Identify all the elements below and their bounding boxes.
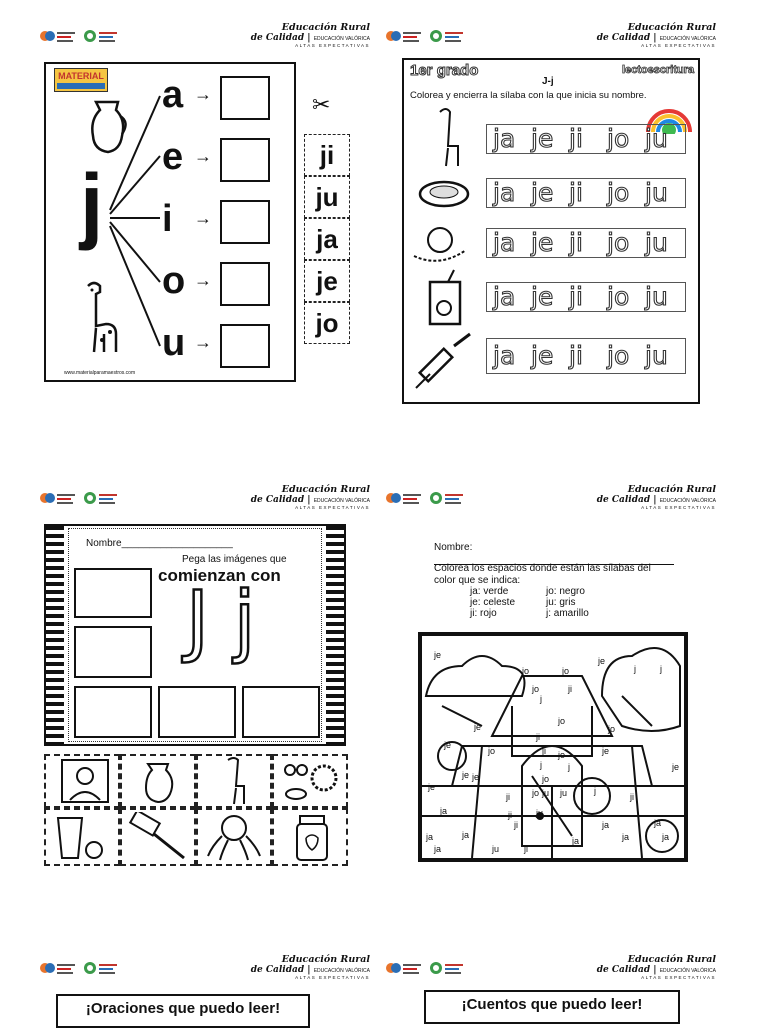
brand-text: Educación Rural de Calidad | EDUCACIÓN VALÓRICA ALTAS EXPECTATIVAS [596, 484, 716, 510]
arrow-icon: → [194, 270, 212, 290]
answer-box [220, 138, 270, 182]
vowel-letter: i [162, 198, 173, 240]
instruction: Colorea y encierra la sílaba con la que inicia su nombre. [410, 90, 647, 101]
school-logos [386, 490, 486, 506]
brand-text: Educación Rural de Calidad | EDUCACIÓN VALÓRICA ALTAS EXPECTATIVAS [250, 22, 370, 48]
mosaic-syllable[interactable]: ja [662, 832, 670, 842]
syllable-option[interactable]: ja [493, 282, 516, 311]
mosaic-syllable[interactable]: je [472, 772, 480, 782]
brand-text: Educación Rural de Calidad | EDUCACIÓN VALÓRICA ALTAS EXPECTATIVAS [250, 484, 370, 510]
syllable-option[interactable]: je [531, 178, 554, 207]
mosaic-syllable[interactable]: j [634, 664, 636, 674]
syllable-option[interactable]: ji [569, 282, 583, 311]
mosaic-syllable[interactable]: jo [608, 724, 616, 734]
syllable-option[interactable]: ju [645, 341, 668, 370]
syllable-option[interactable]: ja [493, 124, 516, 153]
name-label: Nombre____________________ [86, 538, 233, 549]
answer-box [220, 262, 270, 306]
syllable-option[interactable]: ju [645, 178, 668, 207]
answer-box [220, 324, 270, 368]
letter-label: J-j [542, 76, 554, 87]
school-logos [40, 28, 140, 44]
school-logos [40, 960, 140, 976]
arrow-icon: → [194, 332, 212, 352]
stories-title: ¡Cuentos que puedo leer! [424, 990, 680, 1024]
arrow-icon: → [194, 146, 212, 166]
syllable-row [486, 178, 686, 208]
paste-box [74, 686, 152, 738]
syllable-row [486, 228, 686, 258]
mosaic-syllable[interactable]: j [540, 694, 542, 704]
page-header [40, 22, 370, 66]
mosaic-syllable[interactable]: ja [440, 806, 448, 816]
paste-box [74, 626, 152, 678]
syllable-row [486, 124, 686, 154]
page-header [40, 954, 370, 998]
brand-text: Educación Rural de Calidad | EDUCACIÓN VALÓRICA ALTAS EXPECTATIVAS [596, 22, 716, 48]
brand-text: Educación Rural de Calidad | EDUCACIÓN VALÓRICA ALTAS EXPECTATIVAS [596, 954, 716, 980]
website-text: www.materialparamaestros.com [64, 370, 136, 376]
mosaic-syllable[interactable]: j [660, 664, 662, 674]
paste-box [242, 686, 320, 738]
paste-box [158, 686, 236, 738]
glass-icon [52, 814, 112, 862]
syringe-icon [412, 332, 476, 392]
mosaic-syllable[interactable]: ji [514, 820, 518, 830]
syllable-option[interactable]: jo [607, 228, 630, 257]
legend-item: je: celeste [470, 597, 516, 608]
answer-box [220, 76, 270, 120]
mosaic-lines [422, 636, 684, 858]
color-mosaic [418, 632, 688, 862]
mosaic-syllable[interactable]: ji [568, 684, 572, 694]
arrow-icon: → [194, 208, 212, 228]
legend-item: ji: rojo [470, 608, 497, 619]
syllable-option[interactable]: ji [569, 178, 583, 207]
mosaic-syllable[interactable]: ju [560, 788, 568, 798]
page-header [40, 484, 370, 528]
mosaic-syllable[interactable]: je [602, 746, 610, 756]
mosaic-syllable[interactable]: ja [622, 832, 630, 842]
material-logo: MATERIAL [54, 68, 108, 92]
mosaic-syllable[interactable]: j [594, 786, 596, 796]
giraffe-cell-icon [220, 756, 250, 806]
mosaic-syllable[interactable]: jo [558, 750, 566, 760]
mosaic-syllable[interactable]: ja [602, 820, 610, 830]
mosaic-syllable[interactable]: j [568, 762, 570, 772]
left-film-border [46, 526, 64, 744]
cutout-syllable: je [304, 260, 350, 302]
syllable-option[interactable]: ja [493, 341, 516, 370]
instruction-2: Colorea los espacios donde están las sílabas del color que se indica: [434, 563, 651, 586]
mosaic-syllable[interactable]: ji [536, 732, 540, 742]
legend-item: ju: gris [546, 597, 576, 608]
jewel-icon [410, 220, 470, 264]
syllable-option[interactable]: je [531, 282, 554, 311]
cutout-syllable: ja [304, 218, 350, 260]
mosaic-syllable[interactable]: ji [506, 792, 510, 802]
mosaic-syllable[interactable]: jo [532, 684, 540, 694]
ring-icon [416, 176, 472, 212]
cutout-syllable: ju [304, 176, 350, 218]
mosaic-syllable[interactable]: ja [434, 844, 442, 854]
syllable-option[interactable]: ju [645, 228, 668, 257]
syllable-option[interactable]: ju [645, 124, 668, 153]
syllable-option[interactable]: jo [607, 341, 630, 370]
mosaic-syllable[interactable]: je [428, 782, 436, 792]
mosaic-syllable[interactable]: ja [572, 836, 580, 846]
school-logos [386, 960, 486, 976]
mosaic-syllable[interactable]: ju [492, 844, 500, 854]
syllable-row [486, 338, 686, 374]
tag-label: lectoescritura [622, 64, 695, 76]
mosaic-syllable[interactable]: je [598, 656, 606, 666]
mosaic-syllable[interactable]: j [540, 760, 542, 770]
mosaic-syllable[interactable]: ju [536, 808, 544, 818]
sentences-title: ¡Oraciones que puedo leer! [56, 994, 310, 1028]
right-film-border [326, 526, 344, 744]
mosaic-syllable[interactable]: jo [542, 774, 550, 784]
page-header [386, 484, 716, 528]
syllable-option[interactable]: ja [493, 178, 516, 207]
mosaic-syllable[interactable]: je [462, 770, 470, 780]
syllable-option[interactable]: je [531, 124, 554, 153]
mosaic-syllable[interactable]: je [434, 650, 442, 660]
arrow-icon: → [194, 84, 212, 104]
jam-jar-icon [294, 814, 330, 862]
syllable-option[interactable]: ji [569, 228, 583, 257]
cutout-syllable: ji [304, 134, 350, 176]
mosaic-syllable[interactable]: ji [630, 792, 634, 802]
mosaic-syllable[interactable]: ju [542, 788, 550, 798]
vowel-letter: a [162, 74, 184, 116]
mosaic-syllable[interactable]: jo [562, 666, 570, 676]
cutout-syllable: jo [304, 302, 350, 344]
giraffe-small-icon [428, 106, 468, 170]
mosaic-syllable[interactable]: ji [524, 844, 528, 854]
syllable-option[interactable]: ji [569, 341, 583, 370]
scissors-icon: ✂ [312, 92, 331, 117]
main-letter: j [80, 157, 104, 251]
portrait-icon [60, 758, 110, 804]
mosaic-syllable[interactable]: ja [426, 832, 434, 842]
mosaic-syllable[interactable]: ja [654, 818, 662, 828]
vowel-letter: o [162, 260, 186, 302]
brand-text: Educación Rural de Calidad | EDUCACIÓN VALÓRICA ALTAS EXPECTATIVAS [250, 954, 370, 980]
syllable-row [486, 282, 686, 312]
mosaic-syllable[interactable]: jo [488, 746, 496, 756]
juice-box-icon [424, 268, 468, 328]
vowel-letter: e [162, 136, 184, 178]
vowel-letter: u [162, 322, 186, 364]
brush-icon [128, 812, 188, 862]
legend-item: j: amarillo [546, 608, 589, 619]
instruction-small: Pega las imágenes que [182, 554, 287, 565]
syllable-option[interactable]: ji [569, 124, 583, 153]
syllable-option[interactable]: jo [607, 178, 630, 207]
syllable-option[interactable]: ju [645, 282, 668, 311]
syllable-option[interactable]: je [531, 341, 554, 370]
legend-item: ja: verde [470, 586, 509, 597]
syllable-option[interactable]: ja [493, 228, 516, 257]
mosaic-syllable[interactable]: ji [508, 810, 512, 820]
syllable-option[interactable]: jo [607, 124, 630, 153]
grade-label: 1er grado [410, 62, 479, 79]
jewelry-icon [280, 760, 342, 804]
mosaic-syllable[interactable]: ji [542, 746, 546, 756]
syllable-option[interactable]: jo [607, 282, 630, 311]
answer-box [220, 200, 270, 244]
instruction-big: comienzan con [158, 566, 281, 585]
name-label-2: Nombre: [434, 542, 473, 553]
arrows [100, 90, 170, 360]
mosaic-syllable[interactable]: jo [522, 666, 530, 676]
school-logos [40, 490, 140, 506]
legend-item: jo: negro [546, 586, 585, 597]
mosaic-syllable[interactable]: je [672, 762, 680, 772]
mosaic-syllable[interactable]: je [444, 740, 452, 750]
mosaic-syllable[interactable]: jo [532, 788, 540, 798]
school-logos [386, 28, 486, 44]
jug-small-icon [140, 760, 180, 804]
mosaic-syllable[interactable]: ja [462, 830, 470, 840]
mosaic-syllable[interactable]: je [474, 722, 482, 732]
mosaic-syllable[interactable]: jo [558, 716, 566, 726]
octopus-icon [204, 812, 264, 862]
big-letters: J j [186, 576, 256, 666]
syllable-option[interactable]: je [531, 228, 554, 257]
paste-box [74, 568, 152, 618]
